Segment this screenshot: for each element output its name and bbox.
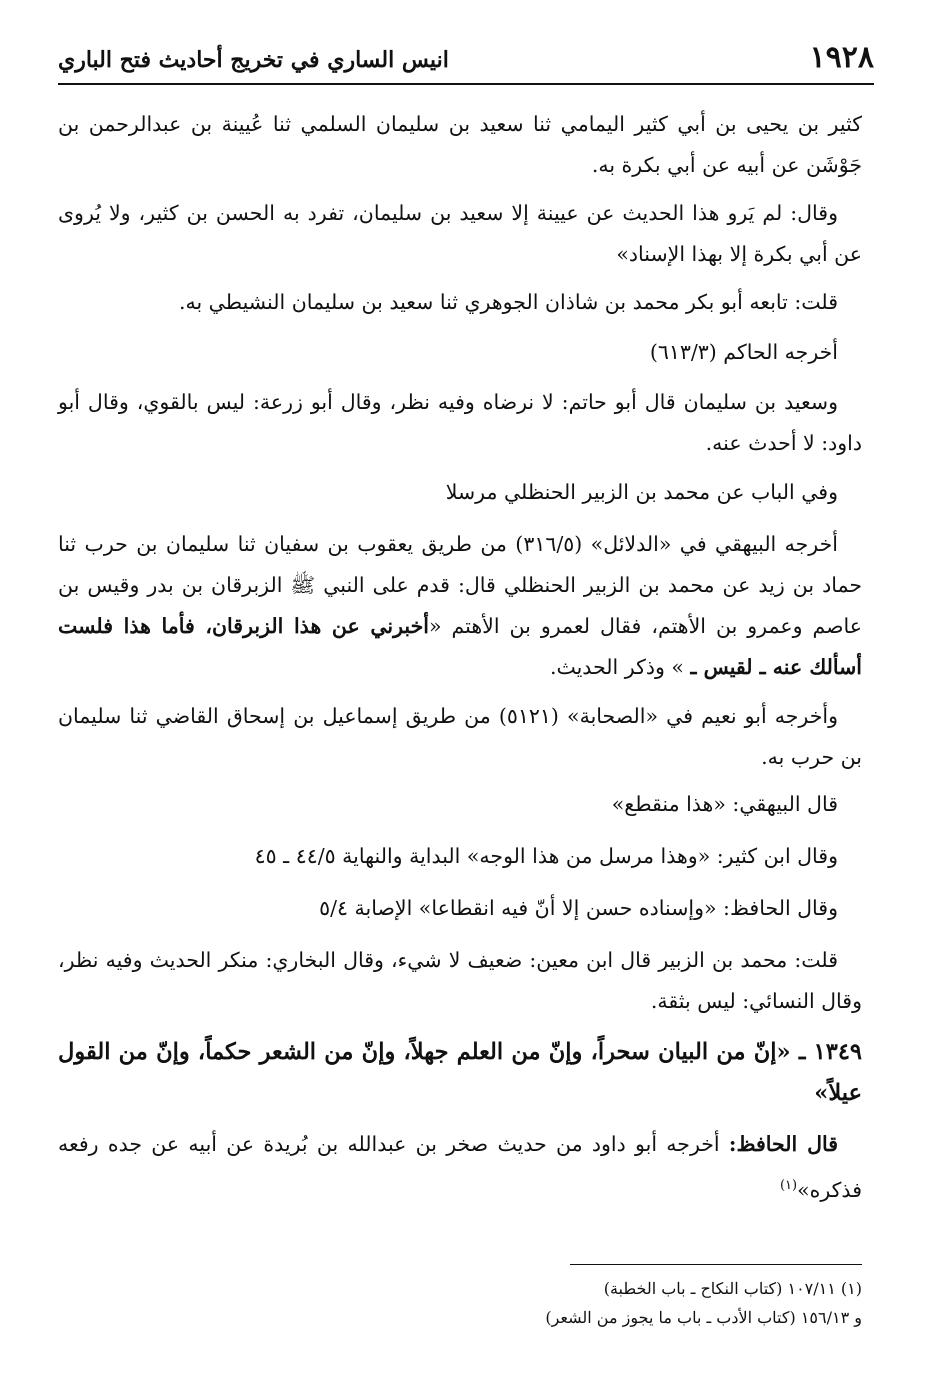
paragraph-3: قلت: تابعه أبو بكر محمد بن شاذان الجوهري ثنا سعيد بن سليمان النشيطي به. — [178, 290, 838, 314]
paragraph-5: وسعيد بن سليمان قال أبو حاتم: لا نرضاه وفيه نظر، وقال أبو زرعة: ليس بالقوي، وقال أبو داود: لا أحدث عنه. — [58, 390, 862, 455]
paragraph-9: قال البيهقي: «هذا منقطع» — [611, 792, 838, 816]
paragraph-7 — [58, 524, 862, 688]
paragraph-11: وقال الحافظ: «وإسناده حسن إلا أنّ فيه انقطاعا» الإصابة ٥/٤ — [319, 896, 838, 920]
hafiz-label: قال الحافظ: — [728, 1132, 839, 1156]
paragraph-8: وأخرجه أبو نعيم في «الصحابة» (٥١٢١) من طريق إسماعيل بن إسحاق القاضي ثنا سليمان بن حرب به. — [58, 704, 862, 769]
page-number: ١٩٢٨ — [809, 40, 874, 75]
footnote-2: و ١٥٦/١٣ (كتاب الأدب ـ باب ما يجوز من الشعر) — [545, 1308, 862, 1327]
paragraph-7-end: » وذكر الحديث. — [549, 655, 691, 679]
page-header — [58, 38, 874, 78]
paragraph-2: وقال: لم يَرو هذا الحديث عن عيينة إلا سعيد بن سليمان، تفرد به الحسن بن كثير، ولا يُروى عن أبي بكرة إلا بهذا الإسناد» — [58, 201, 862, 266]
footnote-rule — [570, 1264, 862, 1265]
paragraph-7-quote: أخبرني عن هذا الزبرقان، فأما هذا فلست أسألك عنه ـ لقيس ـ — [58, 614, 862, 679]
paragraph-12: قلت: محمد بن الزبير قال ابن معين: ضعيف لا شيء، وقال البخاري: منكر الحديث وفيه نظر، وقال النسائي: ليس بثقة. — [58, 948, 862, 1013]
footnote-marker: (١) — [779, 1178, 798, 1193]
paragraph-14-text: أخرجه أبو داود من حديث صخر بن عبدالله بن بُريدة عن أبيه عن جده رفعه فذكره» — [58, 1132, 862, 1202]
paragraph-6: وفي الباب عن محمد بن الزبير الحنظلي مرسلا — [445, 480, 838, 504]
header-rule — [58, 83, 874, 85]
paragraph-1: كثير بن يحيى بن أبي كثير اليمامي ثنا سعيد بن سليمان السلمي ثنا عُيينة بن عبدالرحمن بن جَوْشَن عن أبيه عن أبي بكرة به. — [58, 112, 862, 177]
paragraph-7-text: أخرجه البيهقي في «الدلائل» (٣١٦/٥) من طريق يعقوب بن سفيان ثنا سليمان بن حرب ثنا حماد بن زيد عن محمد بن الزبير الحنظلي قال: قدم على النبي ﷺ الزبرقان بن بدر وقيس بن عاصم وعمرو بن الأهتم، فقال لعمرو بن الأهتم « — [58, 532, 862, 638]
hadith-1349: ١٣٤٩ ـ «إنّ من البيان سحراً، وإنّ من العلم جهلاً، وإنّ من الشعر حكماً، وإنّ من القول عيلاً» — [58, 1039, 862, 1106]
footnote-1: (١) ١٠٧/١١ (كتاب النكاح ـ باب الخطبة) — [603, 1279, 862, 1298]
running-title: انيس الساري في تخريج أحاديث فتح الباري — [58, 47, 449, 73]
paragraph-10: وقال ابن كثير: «وهذا مرسل من هذا الوجه» البداية والنهاية ٤٤/٥ ـ ٤٥ — [254, 844, 838, 868]
paragraph-14 — [58, 1124, 862, 1211]
paragraph-4: أخرجه الحاكم (٦١٣/٣) — [649, 340, 838, 364]
